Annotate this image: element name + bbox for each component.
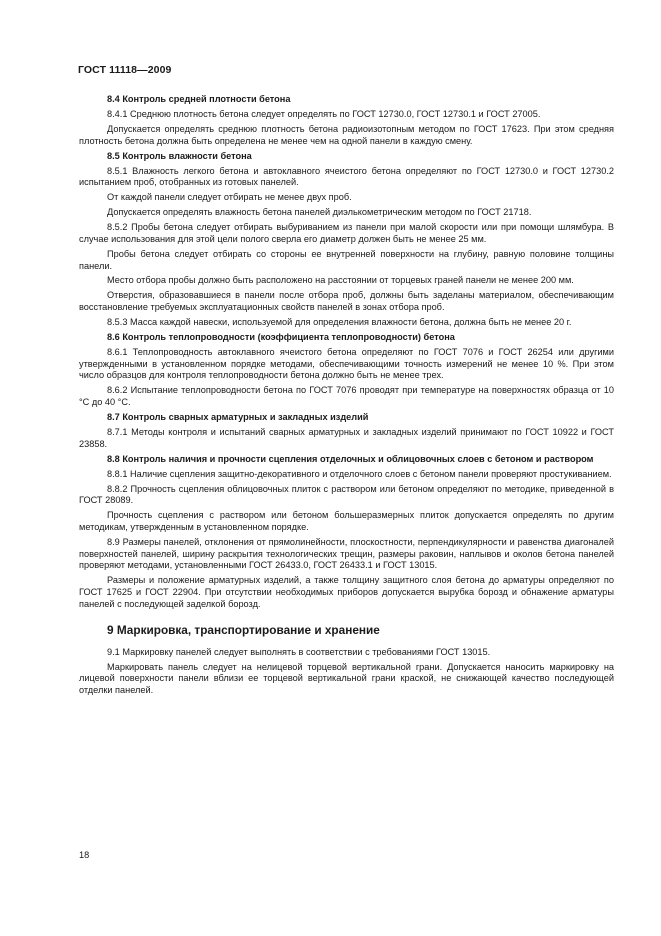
paragraph: 8.8.2 Прочность сцепления облицовочных плиток с раствором или бетоном определяют по методике, приведенной в ГОСТ 28089. [79, 483, 614, 506]
paragraph: Допускается определять влажность бетона панелей диэлькометрическим методом по ГОСТ 21718. [107, 207, 532, 218]
page-number: 18 [79, 850, 90, 860]
section-heading: 8.6 Контроль теплопроводности (коэффициента теплопроводности) бетона [107, 332, 455, 342]
paragraph: 8.5.1 Влажность легкого бетона и автоклавного ячеистого бетона определяют по ГОСТ 12730.0 и ГОСТ 12730.2 испытанием проб, отобранных из готовых панелей. [79, 165, 614, 188]
section-heading: 8.4 Контроль средней плотности бетона [107, 94, 291, 104]
paragraph: 8.7.1 Методы контроля и испытаний сварных арматурных и закладных изделий принимают по ГОСТ 10922 и ГОСТ 23858. [79, 427, 614, 449]
paragraph: Размеры и положение арматурных изделий, а также толщину защитного слоя бетона до арматуры определяют по ГОСТ 17625 и ГОСТ 22904. При отсутствии необходимых приборов допускается вырубка борозд и обнажение арматуры панелей с последующей заделкой борозд. [79, 575, 614, 609]
paragraph: 8.4.1 Среднюю плотность бетона следует определять по ГОСТ 12730.0, ГОСТ 12730.1 и ГОСТ 27005. [107, 108, 541, 119]
section-heading: 8.7 Контроль сварных арматурных и закладных изделий [107, 412, 369, 423]
section-heading: 8.8 Контроль наличия и прочности сцепления отделочных и облицовочных слоев с бетоном и раствором [107, 453, 594, 464]
paragraph: 8.6.1 Теплопроводность автоклавного ячеистого бетона определяют по ГОСТ 7076 и ГОСТ 26254 или другими утвержденными в установленном порядке методами, обеспечивающими точность измерений не менее 10 %. При этом число образцов для контроля теплопроводности бетона должно быть не менее трех. [79, 346, 614, 381]
paragraph: 8.6.2 Испытание теплопроводности бетона по ГОСТ 7076 проводят при температуре на поверхностях образца от 10 °С до 40 °С. [79, 385, 614, 408]
paragraph: Отверстия, образовавшиеся в панели после отбора проб, должны быть заделаны материалом, обеспечивающим восстановление требуемых эксплуатационных свойств панелей в зонах отбора проб. [79, 290, 614, 313]
chapter-heading: 9 Маркировка, транспортирование и хранение [107, 622, 380, 637]
paragraph: От каждой панели следует отбирать не менее двух проб. [107, 192, 352, 203]
paragraph: Место отбора пробы должно быть расположено на расстоянии от торцевых граней панели не менее 200 мм. [107, 275, 574, 286]
paragraph: 9.1 Маркировку панелей следует выполнять в соответствии с требованиями ГОСТ 13015. [107, 646, 491, 657]
paragraph: Пробы бетона следует отбирать со стороны ее внутренней поверхности на глубину, равную половине толщины панели. [79, 248, 614, 271]
document-body [79, 94, 614, 700]
section-heading: 8.5 Контроль влажности бетона [107, 150, 252, 161]
paragraph: Маркировать панель следует на нелицевой торцевой вертикальной грани. Допускается наносить маркировку на лицевой поверхности панели вблизи ее торцевой вертикальной грани краской, не снижающей качество последующей отделки панелей. [79, 661, 614, 696]
paragraph: Допускается определять среднюю плотность бетона радиоизотопным методом по ГОСТ 17623. При этом средняя плотность бетона должна быть определена не менее чем на одной панели в каждую смену. [79, 123, 614, 146]
document-header: ГОСТ 11118—2009 [78, 64, 172, 76]
paragraph: Прочность сцепления с раствором или бетоном большеразмерных плиток допускается определять по другим методикам, утвержденным в установленном порядке. [79, 510, 614, 532]
paragraph: 8.5.3 Масса каждой навески, используемой для определения влажности бетона, должна быть не менее 20 г. [107, 317, 572, 328]
paragraph: 8.5.2 Пробы бетона следует отбирать выбуриванием из панели при малой скорости или при помощи шлямбура. В случае использования для этой цели полого сверла его диаметр должен быть не менее 25 мм. [79, 222, 614, 244]
paragraph: 8.8.1 Наличие сцепления защитно-декоративного и отделочного слоев с бетоном панели проверяют простукиванием. [107, 468, 612, 479]
paragraph: 8.9 Размеры панелей, отклонения от прямолинейности, плоскостности, перпендикулярности и равенства диагоналей поверхностей панелей, ширину раскрытия технологических трещин, размеры раковин, наплывов и околов бетона панелей проверяют методами, установленными ГОСТ 26433.0, ГОСТ 26433.1 и ГОСТ 13015. [79, 536, 614, 571]
